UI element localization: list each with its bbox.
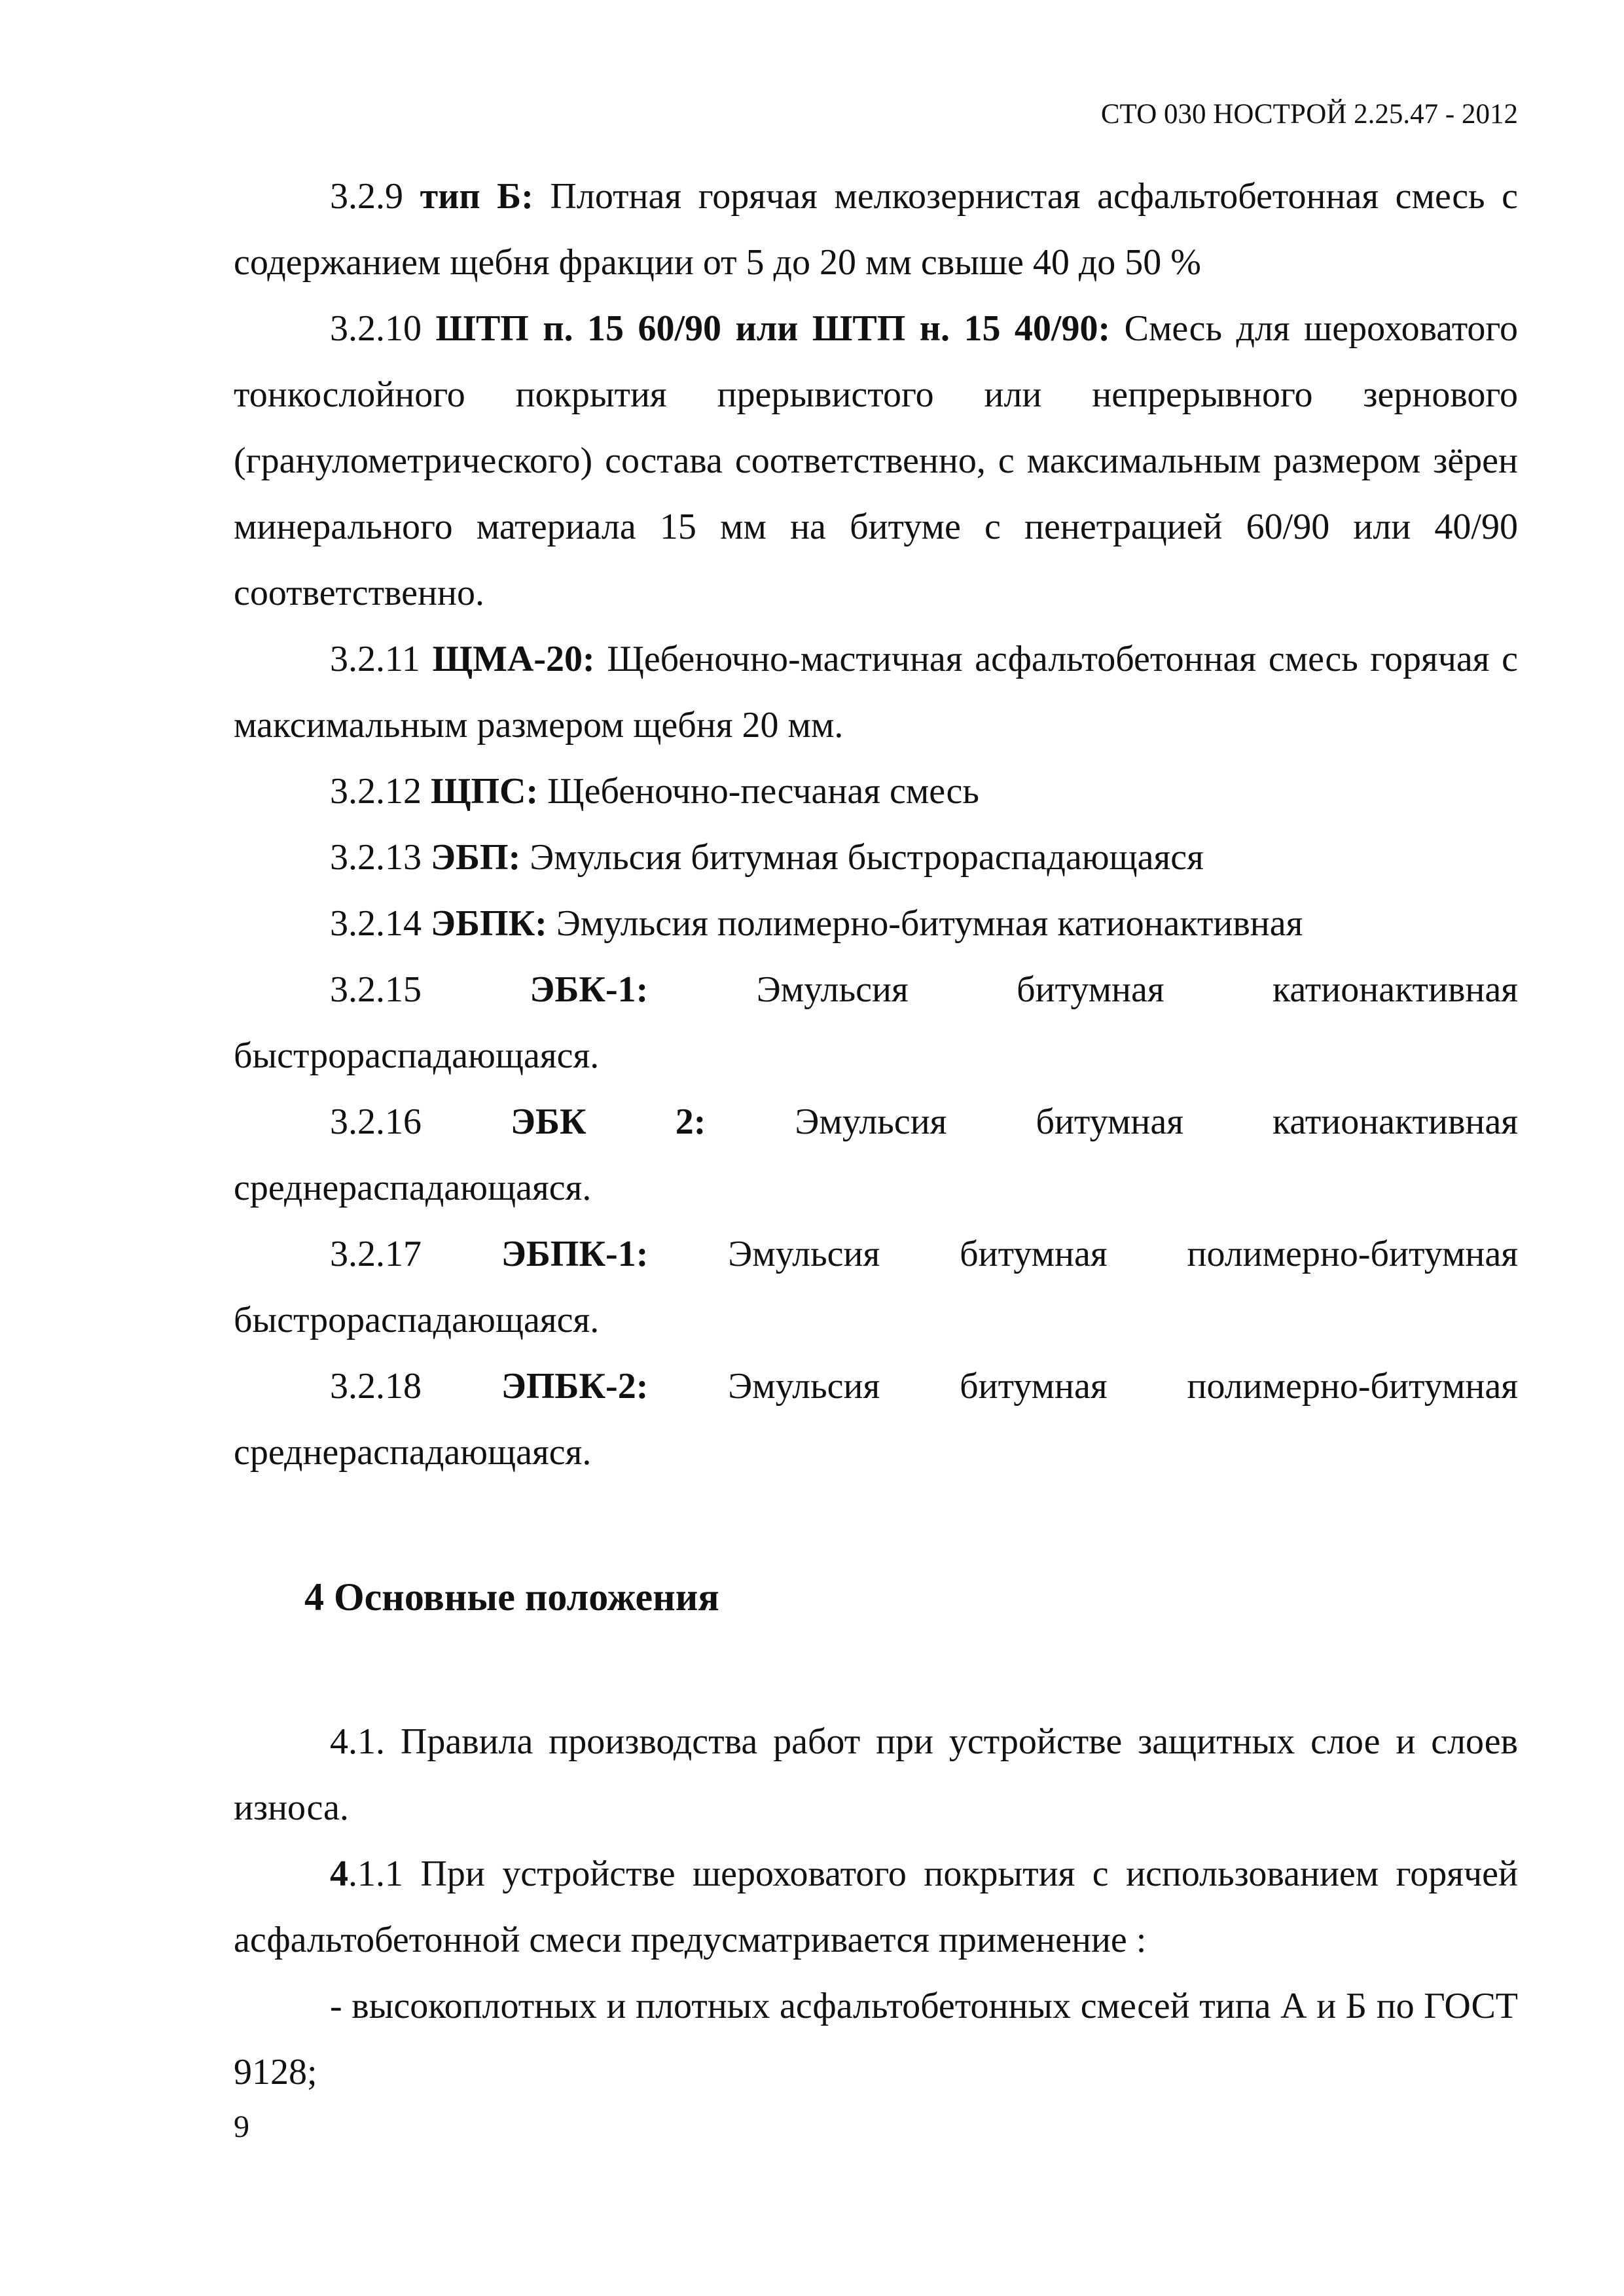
- paragraph-number-bold: 4: [330, 1854, 348, 1894]
- definition-number: 3.2.14: [330, 903, 422, 944]
- spacer: [234, 1486, 1518, 1564]
- definition-3-2-16: [234, 1089, 1518, 1221]
- definition-term: ЭБК: [511, 1102, 586, 1142]
- definition-term: ЭПБК-2:: [501, 1366, 649, 1407]
- definition-number: 3.2.9: [330, 176, 403, 217]
- definition-3-2-18: [234, 1354, 1518, 1486]
- definition-continuation: среднераспадающаяся.: [234, 1432, 592, 1473]
- definition-number: 3.2.17: [330, 1234, 422, 1274]
- definition-text: Эмульсия битумная быстрораспадающаяся: [530, 837, 1204, 878]
- definition-text: Плотная горячая мелкозернистая асфальтобетонная смесь с содержанием щебня фракции от 5 до 20 мм свыше 40 до 50 %: [234, 176, 1519, 283]
- definition-term-suffix: 2:: [675, 1102, 706, 1142]
- definition-text: Щебеночно-песчаная смесь: [547, 771, 979, 812]
- definition-number: 3.2.13: [330, 837, 422, 878]
- definition-3-2-14: [234, 891, 1518, 957]
- definition-word: катионактивная: [1272, 969, 1518, 1010]
- definition-text: Смесь для шероховатого тонкослойного покрытия прерывистого или непрерывного зернового (гранулометрического) состава соответственно, с максимальным размером зёрен минерального материала 15 мм на битуме с пенетрацией 60/90 или 40/90 соответственно.: [234, 308, 1518, 613]
- definition-number: 3.2.16: [330, 1102, 422, 1142]
- definition-word: битумная: [1017, 969, 1164, 1010]
- definition-term: ЭБПК:: [431, 903, 547, 944]
- definition-number: 3.2.12: [330, 771, 422, 812]
- definition-text: Щебеночно-мастичная асфальтобетонная смесь горячая с максимальным размером щебня 20 мм.: [234, 639, 1519, 745]
- definition-number: 3.2.18: [330, 1366, 422, 1407]
- definition-word: Эмульсия: [795, 1102, 947, 1142]
- section-heading: 4 Основные положения: [304, 1575, 719, 1619]
- definition-number: 3.2.11: [330, 639, 420, 679]
- definition-term: ЩМА-20:: [432, 639, 595, 679]
- definition-term: тип Б:: [420, 176, 533, 217]
- spacer: [234, 1630, 1518, 1709]
- definition-word: полимерно-битумная: [1187, 1366, 1518, 1407]
- page-body: [234, 164, 1518, 2106]
- definition-term: ЭБК-1:: [530, 969, 649, 1010]
- definition-word: Эмульсия: [728, 1366, 880, 1407]
- paragraph-text: .1.1 При устройстве шероховатого покрытия с использованием горячей асфальтобетонной смеси предусматривается применение :: [234, 1854, 1518, 1960]
- paragraph-4-1-1: [234, 1841, 1518, 1973]
- document-code-header: СТО 030 НОСТРОЙ 2.25.47 - 2012: [1100, 99, 1518, 130]
- definition-3-2-10: [234, 296, 1518, 626]
- definition-3-2-12: [234, 759, 1518, 825]
- definition-word: Эмульсия: [756, 969, 909, 1010]
- definition-word: битумная: [960, 1366, 1108, 1407]
- definition-text: Эмульсия полимерно-битумная катионактивная: [556, 903, 1303, 944]
- paragraph-4-1: 4.1. Правила производства работ при устройстве защитных слое и слоев износа.: [234, 1721, 1518, 1828]
- definition-word: битумная: [1036, 1102, 1183, 1142]
- definition-term: ЩПС:: [431, 771, 539, 812]
- definition-3-2-15: [234, 957, 1518, 1089]
- definition-continuation: быстрораспадающаяся.: [234, 1300, 600, 1340]
- definition-continuation: быстрораспадающаяся.: [234, 1035, 600, 1076]
- definition-term: ЭБПК-1:: [501, 1234, 649, 1274]
- definition-3-2-17: [234, 1221, 1518, 1354]
- definition-3-2-13: [234, 825, 1518, 891]
- definition-3-2-9: [234, 164, 1518, 296]
- definition-continuation: среднераспадающаяся.: [234, 1168, 592, 1208]
- definition-word: Эмульсия: [728, 1234, 880, 1274]
- list-item: - высокоплотных и плотных асфальтобетонных смесей типа А и Б по ГОСТ 9128;: [234, 1986, 1518, 2092]
- page-number: 9: [234, 2109, 249, 2144]
- definition-word: полимерно-битумная: [1187, 1234, 1518, 1274]
- definition-number: 3.2.15: [330, 969, 422, 1010]
- definition-3-2-11: [234, 626, 1518, 759]
- definition-number: 3.2.10: [330, 308, 422, 349]
- definition-word: битумная: [960, 1234, 1108, 1274]
- definition-term: ШТП п. 15 60/90 или ШТП н. 15 40/90:: [435, 308, 1111, 349]
- definition-term: ЭБП:: [431, 837, 521, 878]
- definition-word: катионактивная: [1272, 1102, 1518, 1142]
